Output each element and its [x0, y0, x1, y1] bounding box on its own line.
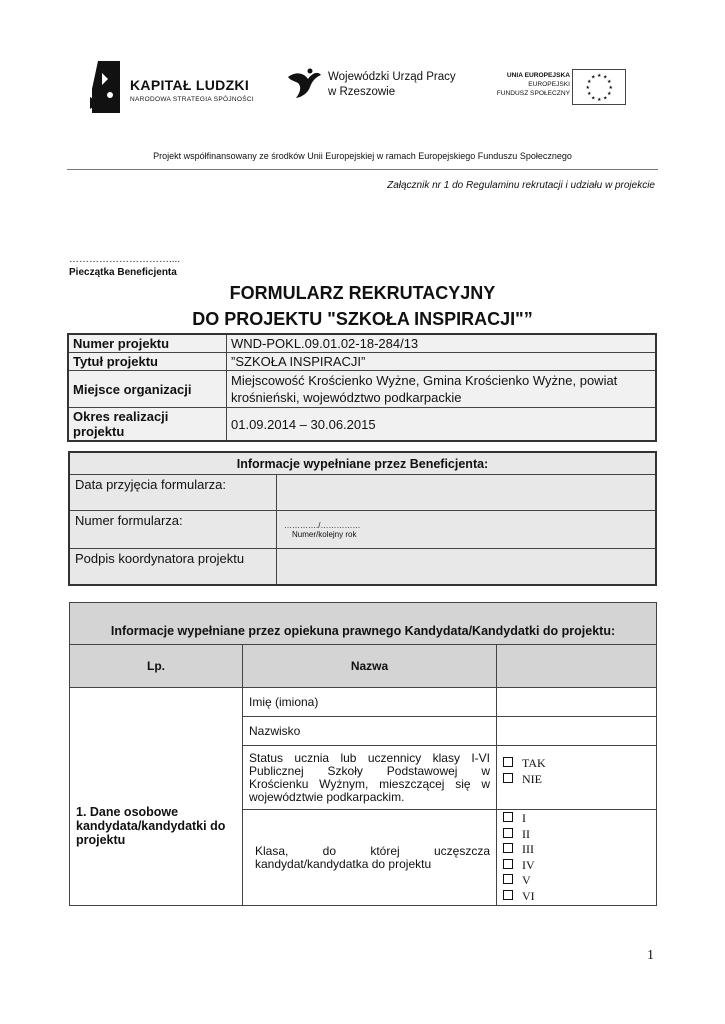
option-grade-i[interactable] [503, 811, 650, 827]
stamp-placeholder: ………………………….... [69, 254, 181, 265]
svg-text:★: ★ [597, 97, 602, 103]
column-header-lp: Lp. [70, 645, 243, 688]
project-place-label: Miejsce organizacji [68, 371, 227, 408]
eu-line1: UNIA EUROPEJSKA [506, 72, 570, 79]
coordinator-signature-label: Podpis koordynatora projektu [69, 549, 277, 585]
project-place-value: Miejscowość Krościenko Wyżne, Gmina Krościenko Wyżne, powiat krośnieński, województwo podkarpackie [227, 371, 657, 408]
first-name-field[interactable] [497, 688, 657, 717]
option-label: IV [522, 857, 535, 872]
svg-text:★: ★ [607, 91, 612, 97]
option-label: II [522, 826, 530, 841]
svg-text:★: ★ [591, 74, 596, 81]
wup-bird-icon [286, 67, 322, 99]
form-title-line2: DO PROJEKTU "SZKOŁA INSPIRACJI"” [192, 309, 533, 329]
annex-note: Załącznik nr 1 do Regulaminu rekrutacji i udziału w projekcie [387, 180, 655, 191]
project-period-value: 01.09.2014 – 30.06.2015 [227, 408, 657, 442]
coordinator-signature-field[interactable] [277, 549, 657, 585]
svg-text:★: ★ [607, 79, 612, 85]
checkbox-icon[interactable] [503, 773, 513, 783]
option-label: VI [522, 888, 535, 903]
checkbox-icon[interactable] [503, 828, 513, 838]
student-status-label: Status ucznia lub uczennicy klasy I-VI Publicznej Szkoły Podstawowej w Krościenku Wyżnym, mieszczącej się w województwie podkarpackim. [243, 746, 497, 810]
table-row [68, 353, 656, 371]
candidate-header: Informacje wypełniane przez opiekuna prawnego Kandydata/Kandydatki do projektu: [70, 603, 657, 645]
page-number: 1 [647, 948, 654, 963]
beneficiary-info-table [68, 451, 657, 586]
eu-flag-icon [572, 69, 626, 105]
table-row [70, 603, 657, 645]
svg-text:★: ★ [591, 95, 596, 102]
surname-label: Nazwisko [243, 717, 497, 746]
table-row [68, 371, 656, 408]
candidate-info-table [69, 602, 657, 906]
checkbox-icon[interactable] [503, 890, 513, 900]
option-label: I [522, 811, 526, 825]
table-row [68, 408, 656, 442]
form-number-placeholder: …………./…………… [284, 520, 361, 530]
column-header-name: Nazwa [243, 645, 497, 688]
option-tak[interactable] [503, 756, 650, 772]
grade-label: Klasa, do której uczęszcza kandydat/kandydatka do projektu [243, 810, 497, 906]
svg-text:★: ★ [587, 79, 592, 85]
table-row [69, 475, 656, 511]
first-name-label: Imię (imiona) [243, 688, 497, 717]
grade-options [497, 810, 657, 906]
kapital-ludzki-title: KAPITAŁ LUDZKI [130, 77, 250, 93]
svg-text:★: ★ [597, 73, 602, 79]
project-title-value: ”SZKOŁA INSPIRACJI” [227, 353, 657, 371]
eu-logo-text [497, 71, 570, 98]
table-row [70, 688, 657, 717]
checkbox-icon[interactable] [503, 757, 513, 767]
eu-logo [498, 69, 628, 103]
kapital-ludzki-logo [88, 59, 258, 115]
project-number-label: Numer projektu [68, 334, 227, 353]
eu-line2: EUROPEJSKI [528, 81, 570, 88]
personal-data-section [70, 688, 243, 906]
project-info-table [67, 333, 657, 442]
option-label: TAK [522, 756, 546, 770]
eu-line3: FUNDUSZ SPOŁECZNY [496, 90, 570, 97]
table-row [68, 334, 656, 353]
project-period-label: Okres realizacji projektu [68, 408, 227, 442]
student-status-options [497, 746, 657, 810]
wup-name-line1: Wojewódzki Urząd Pracy [328, 71, 456, 83]
svg-text:★: ★ [587, 91, 592, 97]
form-title-line1: FORMULARZ REKRUTACYJNY [229, 283, 496, 303]
header-logos [0, 55, 725, 115]
table-row [70, 645, 657, 688]
svg-text:★: ★ [608, 85, 613, 91]
section-label: 1. Dane osobowe kandydata/kandydatki do projektu [76, 804, 226, 847]
header-divider [67, 169, 658, 170]
option-grade-v[interactable] [503, 873, 650, 889]
option-grade-ii[interactable] [503, 827, 650, 843]
kapital-ludzki-emblem-icon [88, 59, 122, 115]
option-grade-vi[interactable] [503, 889, 650, 905]
cofinancing-note: Projekt współfinansowany ze środków Unii Europejskiej w ramach Europejskiego Funduszu Społecznego [153, 151, 572, 161]
svg-text:★: ★ [603, 74, 608, 81]
checkbox-icon[interactable] [503, 859, 513, 869]
table-row [69, 452, 656, 475]
acceptance-date-field[interactable] [277, 475, 657, 511]
checkbox-icon[interactable] [503, 843, 513, 853]
form-number-caption: Numer/kolejny rok [292, 529, 357, 539]
svg-text:★: ★ [603, 95, 608, 102]
option-label: V [522, 873, 531, 887]
project-title-label: Tytuł projektu [68, 353, 227, 371]
checkbox-icon[interactable] [503, 874, 513, 884]
option-label: III [522, 842, 534, 856]
checkbox-icon[interactable] [503, 812, 513, 822]
option-nie[interactable] [503, 772, 650, 788]
svg-text:★: ★ [585, 85, 590, 91]
surname-field[interactable] [497, 717, 657, 746]
stamp-label: Pieczątka Beneficjenta [69, 267, 177, 278]
acceptance-date-label: Data przyjęcia formularza: [69, 475, 277, 511]
form-number-label: Numer formularza: [69, 511, 277, 549]
column-header-answer [497, 645, 657, 688]
option-label: NIE [522, 771, 542, 786]
wup-name-line2: w Rzeszowie [328, 86, 396, 98]
option-grade-iv[interactable] [503, 858, 650, 874]
project-number-value: WND-POKL.09.01.02-18-284/13 [227, 334, 657, 353]
option-grade-iii[interactable] [503, 842, 650, 858]
table-row [69, 511, 656, 549]
wup-logo [286, 67, 456, 101]
kapital-ludzki-subtitle: NARODOWA STRATEGIA SPÓJNOŚCI [130, 96, 254, 103]
table-row [69, 549, 656, 585]
beneficiary-header: Informacje wypełniane przez Beneficjenta: [69, 452, 656, 475]
form-number-field[interactable] [277, 511, 657, 549]
